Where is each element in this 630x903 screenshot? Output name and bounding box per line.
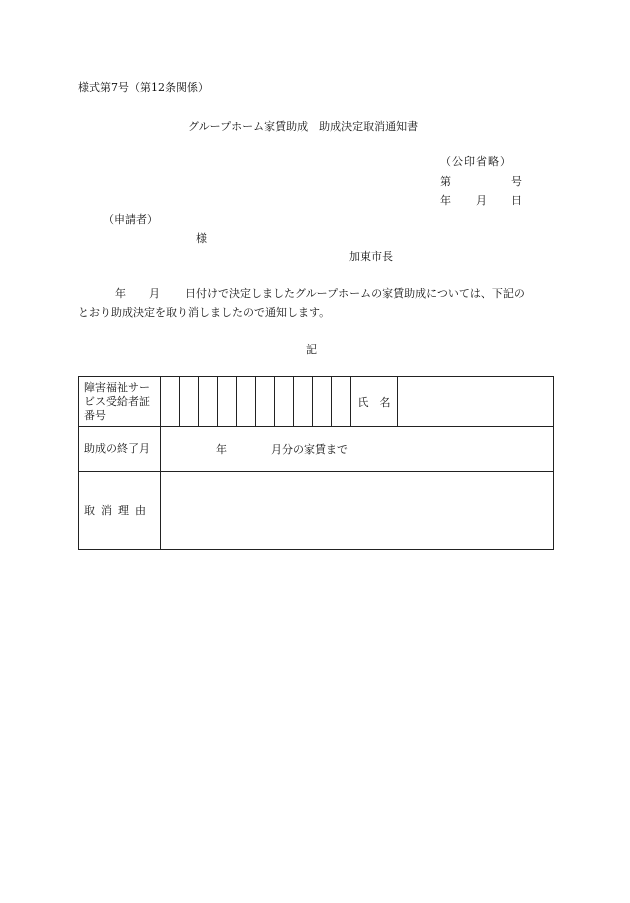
certificate-digit-cell[interactable] — [256, 377, 275, 427]
end-month-text: 月分の家賃まで — [271, 443, 348, 456]
document-number-suffix: 号 — [511, 175, 522, 188]
name-value-cell[interactable] — [398, 377, 554, 427]
certificate-digit-cell[interactable] — [199, 377, 218, 427]
certificate-digit-cell[interactable] — [294, 377, 313, 427]
body-text-line1: 日付けで決定しましたグループホームの家賃助成については、下記の — [185, 287, 525, 300]
end-month-row — [79, 427, 554, 472]
body-text-line2: とおり助成決定を取り消しましたので通知します。 — [78, 306, 331, 319]
certificate-digit-cell[interactable] — [275, 377, 294, 427]
issue-date-day: 日 — [511, 194, 522, 207]
certificate-digit-cell[interactable] — [218, 377, 237, 427]
certificate-digit-cell[interactable] — [313, 377, 332, 427]
certificate-digit-cell[interactable] — [161, 377, 180, 427]
certificate-digit-cell[interactable] — [332, 377, 351, 427]
form-label: 様式第7号（第12条関係） — [78, 81, 209, 94]
body-date-year: 年 — [115, 287, 126, 300]
seal-omitted-note: （公印省略） — [440, 155, 512, 168]
name-label: 氏 名 — [351, 377, 398, 427]
sender-mayor: 加東市長 — [349, 250, 393, 263]
recipient-honorific: 様 — [196, 232, 207, 245]
body-date-month: 月 — [149, 287, 160, 300]
end-year-text: 年 — [216, 443, 227, 456]
issue-date-month: 月 — [476, 194, 487, 207]
cancel-reason-value-cell[interactable] — [161, 472, 554, 550]
end-month-value-cell[interactable] — [161, 427, 554, 472]
document-number-prefix: 第 — [440, 175, 451, 188]
issue-date-year: 年 — [440, 194, 451, 207]
record-table — [78, 376, 554, 550]
cancel-reason-row — [79, 472, 554, 550]
certificate-digit-cell[interactable] — [180, 377, 199, 427]
certificate-label: 障害福祉サービス受給者証番号 — [79, 377, 161, 427]
ki-heading: 記 — [306, 343, 317, 356]
certificate-row — [79, 377, 554, 427]
document-title: グループホーム家賃助成 助成決定取消通知書 — [188, 120, 419, 133]
cancel-reason-label: 取消理由 — [79, 472, 161, 550]
end-month-label: 助成の終了月 — [79, 427, 161, 472]
applicant-label: （申請者） — [103, 213, 158, 226]
certificate-digit-cell[interactable] — [237, 377, 256, 427]
